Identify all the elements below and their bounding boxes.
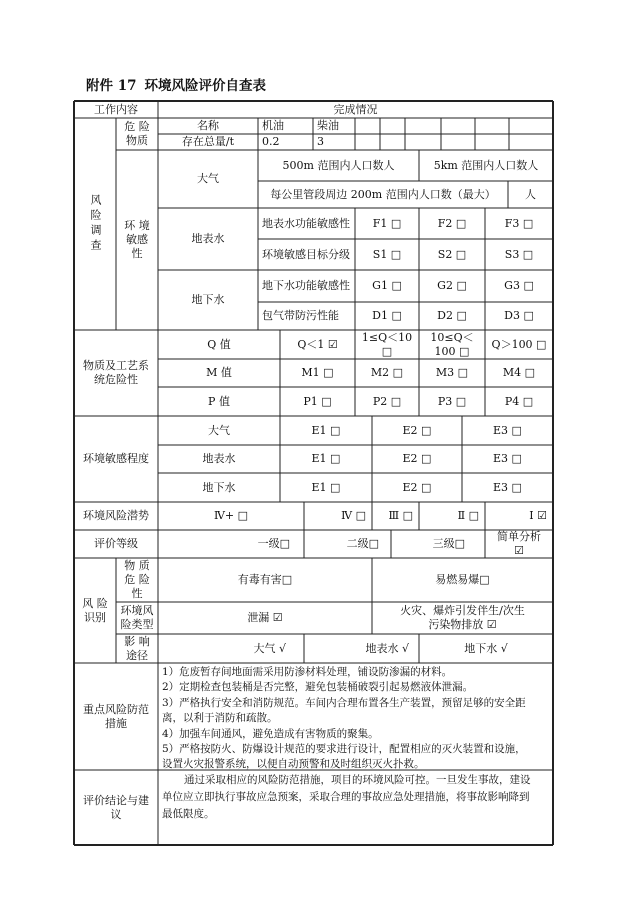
option-ii[interactable]: Ⅱ □ xyxy=(457,509,479,522)
option-p4[interactable]: P4 □ xyxy=(504,394,534,408)
sens-air-label: 大气 xyxy=(208,423,230,437)
amount-1: 0.2 xyxy=(262,135,280,148)
measure-line: 3）严格执行安全和消防规范。车间内合理布置各生产装置，预留足够的安全距 xyxy=(162,696,526,709)
risk-identification-label: 风 险识别 xyxy=(82,596,108,624)
population-5km: 5km 范围内人口数人 xyxy=(433,158,539,172)
measure-line: 4）加强车间通风，避免造成有害物质的聚集。 xyxy=(162,727,379,740)
option-gw-e1[interactable]: E1 □ xyxy=(311,480,341,494)
substance-hazard-label: 物 质危 险性 xyxy=(124,559,150,600)
option-f3[interactable]: F3 □ xyxy=(504,216,534,230)
option-gw-e3[interactable]: E3 □ xyxy=(493,480,522,494)
option-m1[interactable]: M1 □ xyxy=(301,366,334,379)
option-p2[interactable]: P2 □ xyxy=(372,394,402,408)
option-d3[interactable]: D3 □ xyxy=(504,309,534,322)
risk-type-label: 环境风险类型 xyxy=(120,604,154,631)
sens-ground-label: 地下水 xyxy=(202,480,236,494)
measure-line: 5）严格按防火、防爆设计规范的要求进行设计，配置相应的灭火装置和设施， xyxy=(162,743,526,756)
option-sw-e3[interactable]: E3 □ xyxy=(493,452,522,465)
option-sw-e1[interactable]: E1 □ xyxy=(311,452,341,465)
conclusion-text xyxy=(162,772,531,823)
risk-potential-label: 环境风险潜势 xyxy=(83,509,149,522)
header-completion: 完成情况 xyxy=(333,102,378,116)
option-gw-e2[interactable]: E2 □ xyxy=(402,480,432,494)
option-g1[interactable]: G1 □ xyxy=(372,279,402,292)
option-iv[interactable]: Ⅳ □ xyxy=(341,509,366,522)
option-q4[interactable]: Q＞100 □ xyxy=(491,337,547,351)
appendix-number: 附件 17 xyxy=(86,78,137,94)
option-d1[interactable]: D1 □ xyxy=(372,309,402,322)
option-g2[interactable]: G2 □ xyxy=(437,279,467,292)
p-value-label: P 值 xyxy=(208,394,230,408)
measure-line: 1）危废暂存间地面需采用防渗材料处理，铺设防渗漏的材料。 xyxy=(162,666,453,678)
option-iii[interactable]: Ⅲ □ xyxy=(388,509,413,522)
option-s1[interactable]: S1 □ xyxy=(372,247,402,261)
person-unit: 人 xyxy=(525,187,536,201)
conclusion-line: 通过采取相应的风险防范措施，项目的环境风险可控。一旦发生事故，建设 xyxy=(184,774,531,786)
measure-line: 2）定期检查包装桶是否完整，避免包装桶破裂引起易燃液体泄漏。 xyxy=(162,681,474,694)
option-grade-1[interactable]: 一级□ xyxy=(257,537,290,550)
sensitive-target-label: 环境敏感目标分级 xyxy=(262,247,350,261)
option-m2[interactable]: M2 □ xyxy=(370,366,404,379)
key-measures-label: 重点风险防范措施 xyxy=(83,702,149,730)
substance-name-2: 柴油 xyxy=(317,119,339,132)
option-flammable[interactable]: 易燃易爆□ xyxy=(435,573,490,586)
header-work-content: 工作内容 xyxy=(94,102,138,116)
option-g3[interactable]: G3 □ xyxy=(504,279,534,292)
option-q3[interactable]: 10≤Q＜100 □ xyxy=(430,330,474,358)
option-p3[interactable]: P3 □ xyxy=(437,394,467,408)
grade-label: 评价等级 xyxy=(94,537,138,550)
option-f2[interactable]: F2 □ xyxy=(437,216,467,230)
key-measures-text xyxy=(162,665,526,773)
option-fire-explosion[interactable]: 火灾、爆炸引发伴生/次生污染物排放 ☑ xyxy=(400,604,525,631)
pipeline-population: 每公里管段周边 200m 范围内人口数（最大） xyxy=(270,187,496,201)
option-p1[interactable]: P1 □ xyxy=(303,394,332,408)
ground-water-label: 地下水 xyxy=(191,293,225,306)
name-label: 名称 xyxy=(197,119,219,132)
env-sensitivity-degree-label: 环境敏感程度 xyxy=(83,452,149,465)
conclusion-line: 最低限度。 xyxy=(162,808,215,820)
population-500m: 500m 范围内人口数人 xyxy=(282,158,395,172)
risk-investigation-label: 风险调查 xyxy=(89,194,102,254)
conclusion-line: 单位应立即执行事故应急预案，采取合理的事故应急处理措施，将事故影响降到 xyxy=(162,791,530,803)
substance-name-1: 机油 xyxy=(262,119,284,132)
option-grade-3[interactable]: 三级□ xyxy=(432,537,465,550)
air-label: 大气 xyxy=(197,172,219,185)
hazard-substance-label: 危 险物质 xyxy=(124,120,150,147)
measure-line: 离，以利于消防和疏散。 xyxy=(162,712,278,725)
option-m4[interactable]: M4 □ xyxy=(502,366,536,379)
measure-line: 设置火灾报警系统，以便自动预警和及时组织灭火扑救。 xyxy=(162,758,425,771)
option-m3[interactable]: M3 □ xyxy=(435,366,469,379)
q-value-label: Q 值 xyxy=(207,337,231,351)
option-toxic[interactable]: 有毒有害□ xyxy=(237,573,293,586)
env-sensitivity-label: 环 境敏感性 xyxy=(124,219,150,260)
option-f1[interactable]: F1 □ xyxy=(372,216,402,230)
option-sw-e2[interactable]: E2 □ xyxy=(402,452,432,465)
amount-label: 存在总量/t xyxy=(181,135,235,148)
path-air: 大气 √ xyxy=(253,641,286,655)
process-hazard-label: 物质及工艺系统危险性 xyxy=(83,359,149,386)
surface-function-label: 地表水功能敏感性 xyxy=(262,216,350,230)
option-s3[interactable]: S3 □ xyxy=(504,247,534,261)
option-air-e3[interactable]: E3 □ xyxy=(493,423,522,437)
vadose-zone-label: 包气带防污性能 xyxy=(262,309,339,322)
option-q1[interactable]: Q＜1 ☑ xyxy=(297,337,338,351)
path-ground-water: 地下水 √ xyxy=(464,641,508,655)
m-value-label: M 值 xyxy=(206,366,232,379)
impact-path-label: 影 响途径 xyxy=(124,634,150,662)
sens-surface-label: 地表水 xyxy=(202,452,236,465)
amount-2: 3 xyxy=(317,135,324,148)
surface-water-label: 地表水 xyxy=(191,232,225,245)
path-surface-water: 地表水 √ xyxy=(365,641,409,655)
option-air-e2[interactable]: E2 □ xyxy=(402,423,432,437)
option-air-e1[interactable]: E1 □ xyxy=(311,423,341,437)
option-s2[interactable]: S2 □ xyxy=(437,247,467,261)
option-grade-2[interactable]: 二级□ xyxy=(346,537,379,550)
option-simple-analysis[interactable]: 简单分析☑ xyxy=(497,530,541,557)
ground-function-label: 地下水功能敏感性 xyxy=(262,279,350,292)
option-q2[interactable]: 1≤Q＜10 □ xyxy=(361,330,413,358)
option-i[interactable]: Ⅰ ☑ xyxy=(529,509,547,522)
option-leak[interactable]: 泄漏 ☑ xyxy=(247,611,283,624)
option-d2[interactable]: D2 □ xyxy=(437,309,467,322)
conclusion-label: 评价结论与建议 xyxy=(83,793,149,821)
table-title: 环境风险评价自查表 xyxy=(144,78,266,94)
option-iv-plus[interactable]: Ⅳ+ □ xyxy=(213,509,249,522)
